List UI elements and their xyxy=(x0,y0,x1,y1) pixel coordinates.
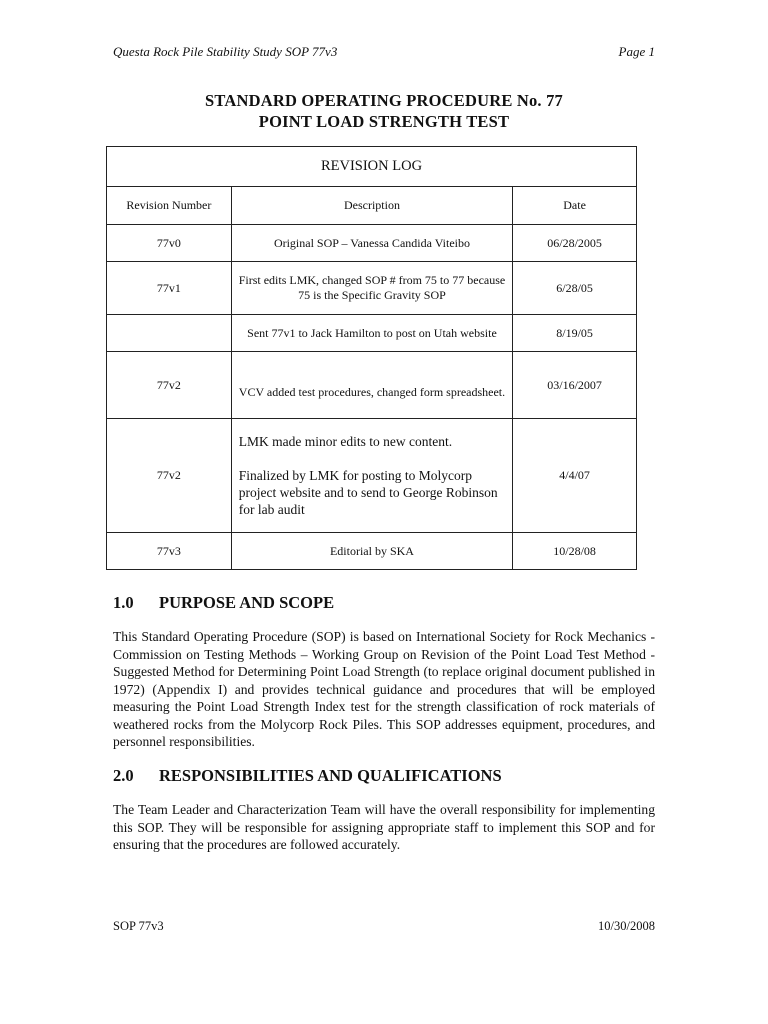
revision-date: 4/4/07 xyxy=(513,419,637,533)
table-row xyxy=(107,419,637,533)
revision-date: 8/19/05 xyxy=(513,315,637,352)
table-row xyxy=(107,262,637,315)
section-number: 1.0 xyxy=(113,593,134,612)
document-title: STANDARD OPERATING PROCEDURE No. 77 xyxy=(205,91,563,110)
revision-description: Original SOP – Vanessa Candida Viteibo xyxy=(231,225,512,262)
revision-description xyxy=(231,419,512,533)
revision-date: 6/28/05 xyxy=(513,262,637,315)
section-heading-purpose xyxy=(113,593,334,613)
footer-document-id: SOP 77v3 xyxy=(113,919,164,933)
footer-date: 10/30/2008 xyxy=(598,919,655,933)
section-heading-responsibilities xyxy=(113,766,502,786)
section-body-purpose: This Standard Operating Procedure (SOP) is based on International Society for Rock Mechanics - Commission on Testing Methods – Working Group on Revision of the Point Load Test Method - Suggested Method for Determining Point Load Strength (to replace original document published in 1972) (Appendix I) and provides technical guidance and procedures that will be employed measuring the Point Load Strength Index test for the strength classification of rock materials of weathered rocks from the Molycorp Rock Piles. This SOP addresses equipment, procedures, and personnel responsibilities. xyxy=(113,629,655,749)
revision-date: 10/28/08 xyxy=(513,533,637,570)
revision-description-paragraph: LMK made minor edits to new content. xyxy=(238,434,453,449)
document-subtitle: POINT LOAD STRENGTH TEST xyxy=(258,112,510,131)
revision-number: 77v0 xyxy=(107,225,232,262)
table-row xyxy=(107,315,637,352)
column-header-description: Description xyxy=(231,187,512,225)
revision-number: 77v2 xyxy=(107,352,232,419)
table-header-row xyxy=(107,187,637,225)
section-title: RESPONSIBILITIES AND QUALIFICATIONS xyxy=(159,766,502,785)
table-row xyxy=(107,533,637,570)
revision-date: 03/16/2007 xyxy=(513,352,637,419)
section-body-responsibilities: The Team Leader and Characterization Team will have the overall responsibility for implementing this SOP. They will be responsible for assigning appropriate staff to implement this SOP and for ensuring that the procedures are followed accurately. xyxy=(113,802,655,852)
revision-log-table xyxy=(106,146,637,570)
column-header-revision: Revision Number xyxy=(107,187,232,225)
revision-log-title: REVISION LOG xyxy=(107,147,637,187)
revision-number: 77v2 xyxy=(107,419,232,533)
section-title: PURPOSE AND SCOPE xyxy=(159,593,335,612)
table-row xyxy=(107,225,637,262)
revision-number xyxy=(107,315,232,352)
revision-description: First edits LMK, changed SOP # from 75 to 77 because 75 is the Specific Gravity SOP xyxy=(231,262,512,315)
revision-log-title-row xyxy=(107,147,637,187)
page-number: Page 1 xyxy=(618,44,655,59)
revision-description: Sent 77v1 to Jack Hamilton to post on Utah website xyxy=(231,315,512,352)
revision-number: 77v1 xyxy=(107,262,232,315)
section-number: 2.0 xyxy=(113,766,134,785)
column-header-date: Date xyxy=(513,187,637,225)
revision-number: 77v3 xyxy=(107,533,232,570)
revision-description-paragraph: Finalized by LMK for posting to Molycorp project website and to send to George Robinson for lab audit xyxy=(238,468,498,517)
running-header-title: Questa Rock Pile Stability Study SOP 77v3 xyxy=(113,44,338,59)
revision-description: Editorial by SKA xyxy=(231,533,512,570)
table-row xyxy=(107,352,637,419)
revision-description: VCV added test procedures, changed form spreadsheet. xyxy=(231,352,512,419)
revision-date: 06/28/2005 xyxy=(513,225,637,262)
